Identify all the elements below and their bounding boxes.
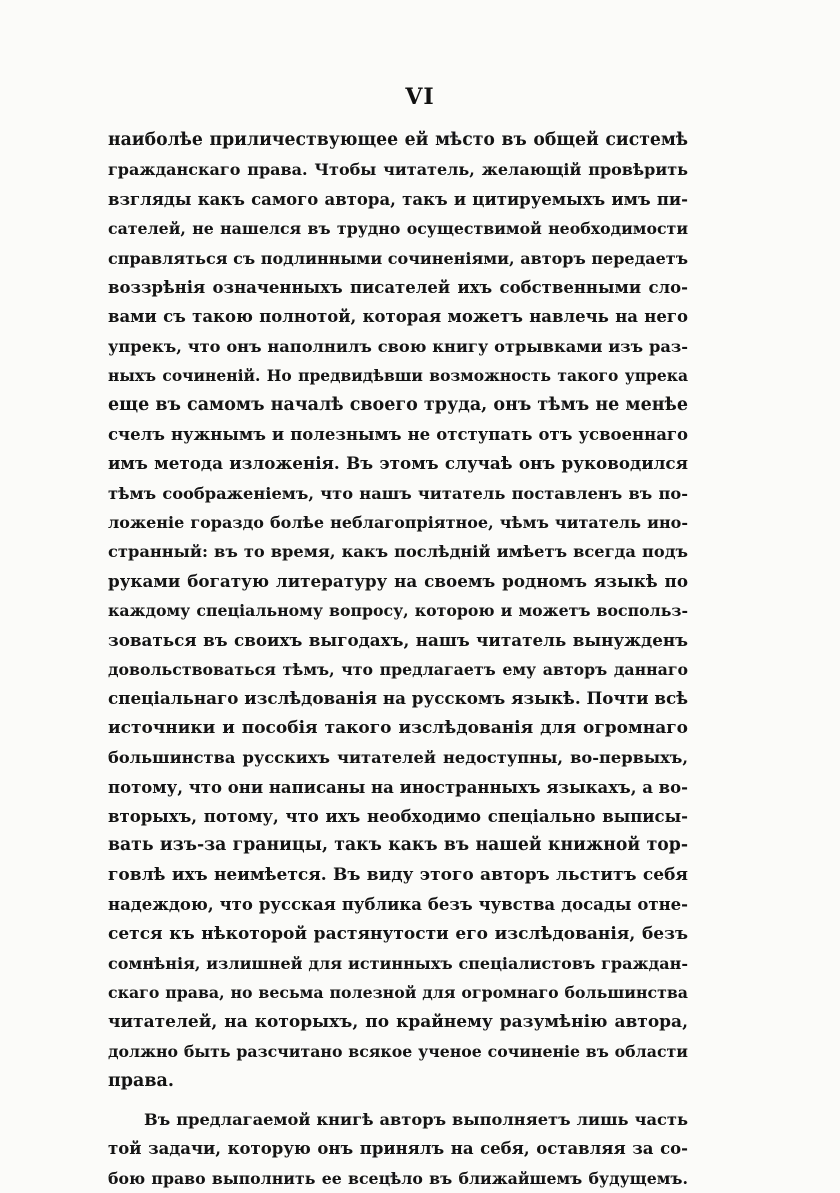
- text-line: потому, что они написаны на иностранныхъ языкахъ, а во-: [108, 777, 688, 797]
- text-line: довольствоваться тѣмъ, что предлагаетъ ему авторъ даннаго: [108, 660, 688, 680]
- text-line: должно быть разсчитано всякое ученое сочиненіе въ области: [108, 1042, 688, 1062]
- text-line: странный: въ то время, какъ послѣдній имѣетъ всегда подъ: [108, 542, 688, 562]
- text-line: той задачи, которую онъ принялъ на себя, оставляя за со-: [108, 1139, 688, 1159]
- text-line: упрекъ, что онъ наполнилъ свою книгу отрывками изъ раз-: [108, 336, 688, 356]
- text-line: наиболѣе приличествующее ей мѣсто въ общей системѣ: [108, 130, 688, 150]
- text-line: имъ метода изложенія. Въ этомъ случаѣ онъ руководился: [108, 453, 688, 474]
- text-line: говлѣ ихъ неимѣется. Въ виду этого авторъ льститъ себя: [108, 864, 688, 885]
- text-line: вами съ такою полнотой, которая можетъ навлечь на него: [108, 307, 688, 327]
- text-line: взгляды какъ самого автора, такъ и цитируемыхъ имъ пи-: [108, 189, 688, 209]
- text-line: зоваться въ своихъ выгодахъ, нашъ читатель вынужденъ: [108, 629, 688, 650]
- text-line: сателей, не нашелся въ трудно осуществимой необходимости: [108, 219, 688, 239]
- paragraph-2: [108, 1105, 688, 1193]
- text-line: ложеніе гораздо болѣе неблагопріятное, чѣмъ читатель ино-: [108, 513, 688, 533]
- text-line: скаго права, но весьма полезной для огромнаго большинства: [108, 983, 688, 1003]
- text-line: источники и пособія такого изслѣдованія для огромнаго: [108, 717, 688, 738]
- page-number: VI: [405, 84, 435, 110]
- text-line: вать изъ-за границы, такъ какъ въ нашей книжной тор-: [108, 835, 688, 856]
- text-line: тѣмъ соображеніемъ, что нашъ читатель поставленъ въ по-: [108, 483, 688, 503]
- text-line: ныхъ сочиненій. Но предвидѣвши возможность такого упрека: [108, 366, 688, 386]
- text-line: спеціальнаго изслѣдованія на русскомъ языкѣ. Почти всѣ: [108, 688, 688, 709]
- text-line: каждому спеціальному вопросу, которою и можетъ воспольз-: [108, 601, 688, 621]
- text-line: большинства русскихъ читателей недоступны, во-первыхъ,: [108, 748, 688, 768]
- paragraph-1: [108, 126, 688, 1096]
- text-line: воззрѣнія означенныхъ писателей ихъ собственными сло-: [108, 277, 688, 297]
- text-line: справляться съ подлинными сочиненіями, авторъ передаетъ: [108, 248, 688, 268]
- text-line: вторыхъ, потому, что ихъ необходимо спеціально выписы-: [108, 806, 688, 826]
- body-text: [108, 126, 688, 1193]
- text-line: счелъ нужнымъ и полезнымъ не отступать отъ усвоеннаго: [108, 424, 688, 444]
- text-line: надеждою, что русская публика безъ чувства досады отне-: [108, 895, 688, 915]
- text-line: права.: [108, 1070, 174, 1091]
- text-line: еще въ самомъ началѣ своего труда, онъ тѣмъ не менѣе: [108, 394, 688, 415]
- text-line: сется къ нѣкоторой растянутости его изслѣдованія, безъ: [108, 923, 688, 944]
- text-line: гражданскаго права. Чтобы читатель, желающій провѣрить: [108, 160, 688, 180]
- text-line: бою право выполнить ее всецѣло въ ближайшемъ будущемъ.: [108, 1168, 688, 1188]
- text-line: Въ предлагаемой книгѣ авторъ выполняетъ лишь часть: [144, 1109, 688, 1129]
- text-line: сомнѣнія, излишней для истинныхъ спеціалистовъ граждан-: [108, 953, 688, 973]
- text-line: читателей, на которыхъ, по крайнему разумѣнію автора,: [108, 1011, 688, 1032]
- text-line: руками богатую литературу на своемъ родномъ языкѣ по: [108, 570, 688, 591]
